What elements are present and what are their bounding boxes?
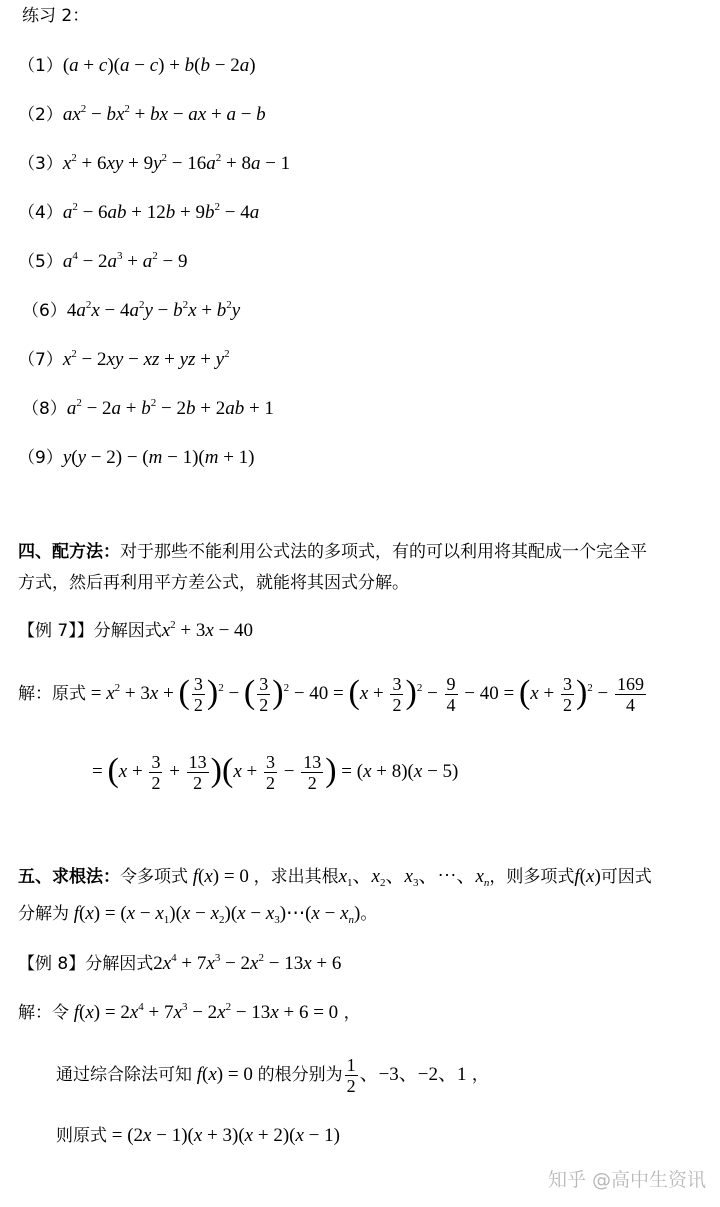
- formula: $4a^2x - 4a^2y - b^2x + b^2y$: [66, 299, 241, 321]
- step2-label: 通过综合除法可知: [56, 1065, 192, 1085]
- section4-heading: 四、配方法：: [18, 542, 120, 562]
- solution-step2: = (x + $\frac{3}{2}$ + $\frac{13}{2}$ )(x + $\frac{3}{2}$ − $\frac{13}{2}$ ) = (x + 8)(x − 5): [92, 751, 459, 793]
- exercise-item-6: [22, 299, 240, 323]
- fx: f(x): [574, 866, 601, 887]
- section4-line1: [18, 540, 647, 564]
- formula: (a + c)(a − c) + b(b − 2a): [62, 55, 256, 76]
- exercise-title: 练习 2：: [22, 6, 90, 26]
- exercise-item-9: [18, 446, 255, 470]
- section5-line1: [18, 865, 652, 889]
- formula: y(y − 2) − (m − 1)(m + 1): [62, 447, 255, 468]
- exercise-item-7: [18, 348, 230, 372]
- example8-solution-line1: 解：令 $f(x) = 2x^4 + 7x^3 - 2x^2 - 13x + 6 = 0$ ，: [18, 1001, 361, 1023]
- roots-list: $x_1$、$x_2$、$x_3$、⋯、$x_n$: [338, 866, 490, 889]
- solution-label: 解：原式: [18, 684, 86, 704]
- roots-values: $\frac{1}{2}$ 、−3、−2、1: [346, 1054, 467, 1096]
- solution-label: 解：令: [18, 1003, 69, 1023]
- exercise-item-5: [18, 250, 187, 274]
- step2-mid: 的根分别为: [257, 1065, 343, 1085]
- item-number: （7）: [18, 350, 63, 370]
- item-number: （5）: [18, 252, 63, 272]
- item-number: （9）: [18, 448, 63, 468]
- exercise-item-1: [18, 54, 256, 78]
- section5-heading: 五、求根法：: [18, 867, 120, 887]
- item-number: （2）: [18, 105, 63, 125]
- section4-text2: 方式，然后再利用平方差公式，就能将其因式分解。: [18, 573, 409, 593]
- formula: $x^2 + 6xy + 9y^2 - 16a^2 + 8a - 1$: [62, 152, 291, 174]
- example8-solution-line2: 通过综合除法可知 f(x) = 0 的根分别为 $\frac{1}{2}$ 、−3、−2、1 ，: [56, 1054, 489, 1096]
- exercise-item-3: [18, 152, 290, 176]
- final-factorization: = (2x − 1)(x + 3)(x + 2)(x − 1): [107, 1125, 340, 1146]
- section5-text-c: ，则多项式: [489, 867, 575, 887]
- example8: [18, 952, 341, 976]
- exercise-item-4: [18, 201, 259, 225]
- example7-formula: $x^2 + 3x - 40$: [161, 619, 254, 641]
- formula: $x^2 - 2xy$ − xz + yz + $y^2$: [62, 348, 230, 370]
- watermark: 知乎 @高中生资讯: [547, 1169, 706, 1191]
- section5-text-a: 令多项式: [120, 867, 188, 887]
- solution-step1: = $x^2 + 3x$ + ( $\frac{3}{2}$ )$^2$ − ( $\frac{3}{2}$ )$^2$ − 40 = (x + $\frac{3}{2}$ )$^2$ − $\frac{9}{4}$ − 40 = (x + $\frac{3}{2}$ )$^2$ − $\frac{169}{4}$: [86, 673, 644, 715]
- item-number: （6）: [22, 301, 67, 321]
- formula: $ax^2 - bx^2$ + bx − ax + a − b: [62, 103, 266, 125]
- solution-fx: $f(x) = 2x^4 + 7x^3 - 2x^2 - 13x + 6 = 0$: [73, 1001, 339, 1023]
- example8-solution-line3: [56, 1124, 340, 1148]
- item-number: （8）: [22, 399, 67, 419]
- fx-zero: f(x) = 0: [196, 1064, 258, 1085]
- factor-form: $f(x) = (x - x_1)(x - x_2)(x$ − $x_3)\cdots(x - x_n)$: [73, 903, 361, 926]
- section5-text-d: 可因式: [600, 867, 652, 887]
- section5-line2: 分解为 $f(x) = (x - x_1)(x - x_2)(x$ − $x_3)\cdots(x - x_n)$。: [18, 903, 378, 926]
- step3-label: 则原式: [56, 1126, 107, 1146]
- exercise-item-8: [22, 397, 274, 421]
- section4-text1: 对于那些不能利用公式法的多项式，有的可以利用将其配成一个完全平: [120, 542, 647, 562]
- exercise-item-2: [18, 103, 266, 127]
- section5-text-b: ，求出其根: [253, 867, 339, 887]
- example7: [18, 619, 253, 643]
- formula: $a^2 - 6ab + 12b + 9b^2 - 4a$: [62, 201, 260, 223]
- section5-text-line2: 分解为: [18, 904, 69, 924]
- example8-label: 【例 8】分解因式: [18, 954, 154, 974]
- example7-solution-line1: [18, 664, 648, 724]
- item-number: （1）: [18, 56, 63, 76]
- item-number: （4）: [18, 203, 63, 223]
- example7-solution-line2: [92, 742, 458, 802]
- fx-eq-zero: f(x) = 0: [192, 866, 254, 887]
- formula: $a^4 - 2a^3 + a^2 - 9$: [62, 250, 188, 272]
- example7-label: 【例 7】】分解因式: [18, 621, 162, 641]
- example8-formula: $2x^4 + 7x^3 - 2x^2 - 13x + 6$: [153, 952, 342, 974]
- item-number: （3）: [18, 154, 63, 174]
- formula: $a^2 - 2a + b^2 - 2b + 2ab + 1$: [66, 397, 274, 419]
